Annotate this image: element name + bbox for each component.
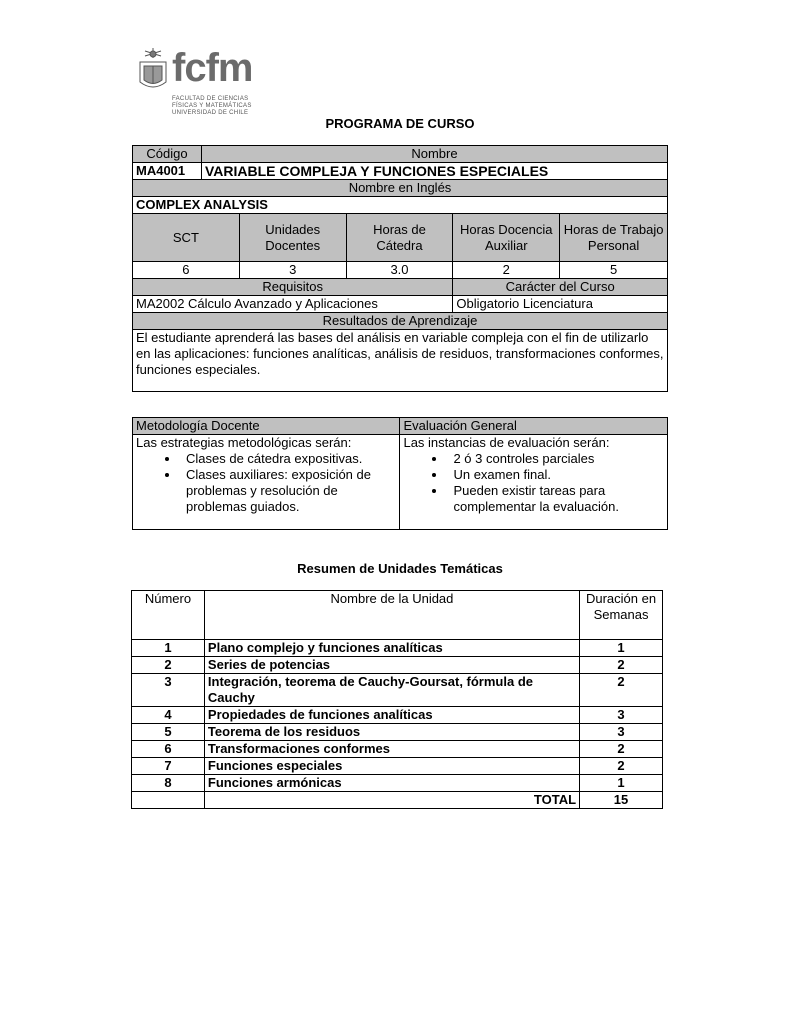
evaluation-label: Evaluación General [400, 418, 668, 435]
evaluation-item: • 2 ó 3 controles parciales [447, 451, 664, 467]
unit-name: Plano complejo y funciones analíticas [204, 640, 579, 657]
faculty-logo [136, 44, 266, 120]
catedra-header: Horas de Cátedra [346, 214, 453, 262]
unit-number: 3 [132, 674, 205, 707]
unit-weeks: 1 [580, 775, 663, 792]
university-seal-icon [136, 46, 170, 94]
total-empty-cell [132, 792, 205, 809]
unit-number: 4 [132, 707, 205, 724]
unit-weeks: 2 [580, 657, 663, 674]
methodology-table [132, 417, 668, 530]
unit-weeks: 3 [580, 724, 663, 741]
personal-header: Horas de Trabajo Personal [560, 214, 668, 262]
auxiliar-value: 2 [453, 262, 560, 279]
unit-number: 7 [132, 758, 205, 775]
methodology-item: • Clases auxiliares: exposición de problemas y resolución de problemas guiados. [180, 467, 396, 515]
table-row [132, 657, 663, 674]
units-title: Resumen de Unidades Temáticas [297, 561, 503, 576]
evaluation-list [403, 451, 664, 515]
total-value: 15 [580, 792, 663, 809]
logo-line-2: FÍSICAS Y MATEMÁTICAS [172, 103, 252, 109]
unidades-header: Unidades Docentes [239, 214, 346, 262]
table-row [132, 707, 663, 724]
unit-weeks: 2 [580, 758, 663, 775]
resultados-label: Resultados de Aprendizaje [133, 313, 668, 330]
logo-line-1: FACULTAD DE CIENCIAS [172, 96, 249, 102]
methodology-item: • Clases de cátedra expositivas. [180, 451, 396, 467]
english-name-label: Nombre en Inglés [133, 180, 668, 197]
auxiliar-header: Horas Docencia Auxiliar [453, 214, 560, 262]
sct-header: SCT [133, 214, 240, 262]
unit-name: Teorema de los residuos [204, 724, 579, 741]
catedra-value: 3.0 [346, 262, 453, 279]
table-row [132, 724, 663, 741]
units-table [131, 590, 663, 809]
course-code: MA4001 [133, 163, 202, 180]
personal-value: 5 [560, 262, 668, 279]
evaluation-intro: Las instancias de evaluación serán: [403, 435, 610, 450]
sct-value: 6 [133, 262, 240, 279]
unit-number: 2 [132, 657, 205, 674]
english-name: COMPLEX ANALYSIS [133, 197, 668, 214]
table-row [132, 775, 663, 792]
table-row [132, 758, 663, 775]
document-title: PROGRAMA DE CURSO [325, 116, 475, 131]
requisitos-value: MA2002 Cálculo Avanzado y Aplicaciones [133, 296, 453, 313]
total-row [132, 792, 663, 809]
caracter-value: Obligatorio Licenciatura [453, 296, 668, 313]
unit-number: 8 [132, 775, 205, 792]
methodology-label: Metodología Docente [133, 418, 400, 435]
resultados-text: El estudiante aprenderá las bases del análisis en variable compleja con el fin de utilizarlo en las aplicaciones: funciones analíticas, análisis de residuos, transformaciones conformes, funciones especiales. [133, 330, 668, 392]
unit-name: Series de potencias [204, 657, 579, 674]
unit-number: 5 [132, 724, 205, 741]
code-label: Código [133, 146, 202, 163]
unit-name: Propiedades de funciones analíticas [204, 707, 579, 724]
unit-name: Funciones armónicas [204, 775, 579, 792]
evaluation-item: • Pueden existir tareas para complementar la evaluación. [447, 483, 664, 515]
units-header-nombre: Nombre de la Unidad [204, 591, 579, 640]
table-row [132, 640, 663, 657]
caracter-label: Carácter del Curso [453, 279, 668, 296]
evaluation-content [400, 435, 668, 530]
unit-number: 1 [132, 640, 205, 657]
table-row [132, 741, 663, 758]
units-header-numero: Número [132, 591, 205, 640]
unidades-value: 3 [239, 262, 346, 279]
units-header-duracion: Duración en Semanas [580, 591, 663, 640]
methodology-list [136, 451, 396, 515]
unit-name: Integración, teorema de Cauchy-Goursat, fórmula de Cauchy [204, 674, 579, 707]
course-info-table [132, 145, 668, 392]
unit-weeks: 2 [580, 674, 663, 707]
table-row [132, 674, 663, 707]
name-label: Nombre [201, 146, 667, 163]
methodology-content [133, 435, 400, 530]
unit-name: Funciones especiales [204, 758, 579, 775]
logo-line-3: UNIVERSIDAD DE CHILE [172, 110, 249, 116]
requisitos-label: Requisitos [133, 279, 453, 296]
methodology-intro: Las estrategias metodológicas serán: [136, 435, 352, 450]
total-label: TOTAL [204, 792, 579, 809]
logo-acronym: fcfm [172, 46, 253, 90]
unit-weeks: 2 [580, 741, 663, 758]
unit-weeks: 1 [580, 640, 663, 657]
unit-number: 6 [132, 741, 205, 758]
unit-name: Transformaciones conformes [204, 741, 579, 758]
unit-weeks: 3 [580, 707, 663, 724]
evaluation-item: • Un examen final. [447, 467, 664, 483]
course-name: VARIABLE COMPLEJA Y FUNCIONES ESPECIALES [201, 163, 667, 180]
